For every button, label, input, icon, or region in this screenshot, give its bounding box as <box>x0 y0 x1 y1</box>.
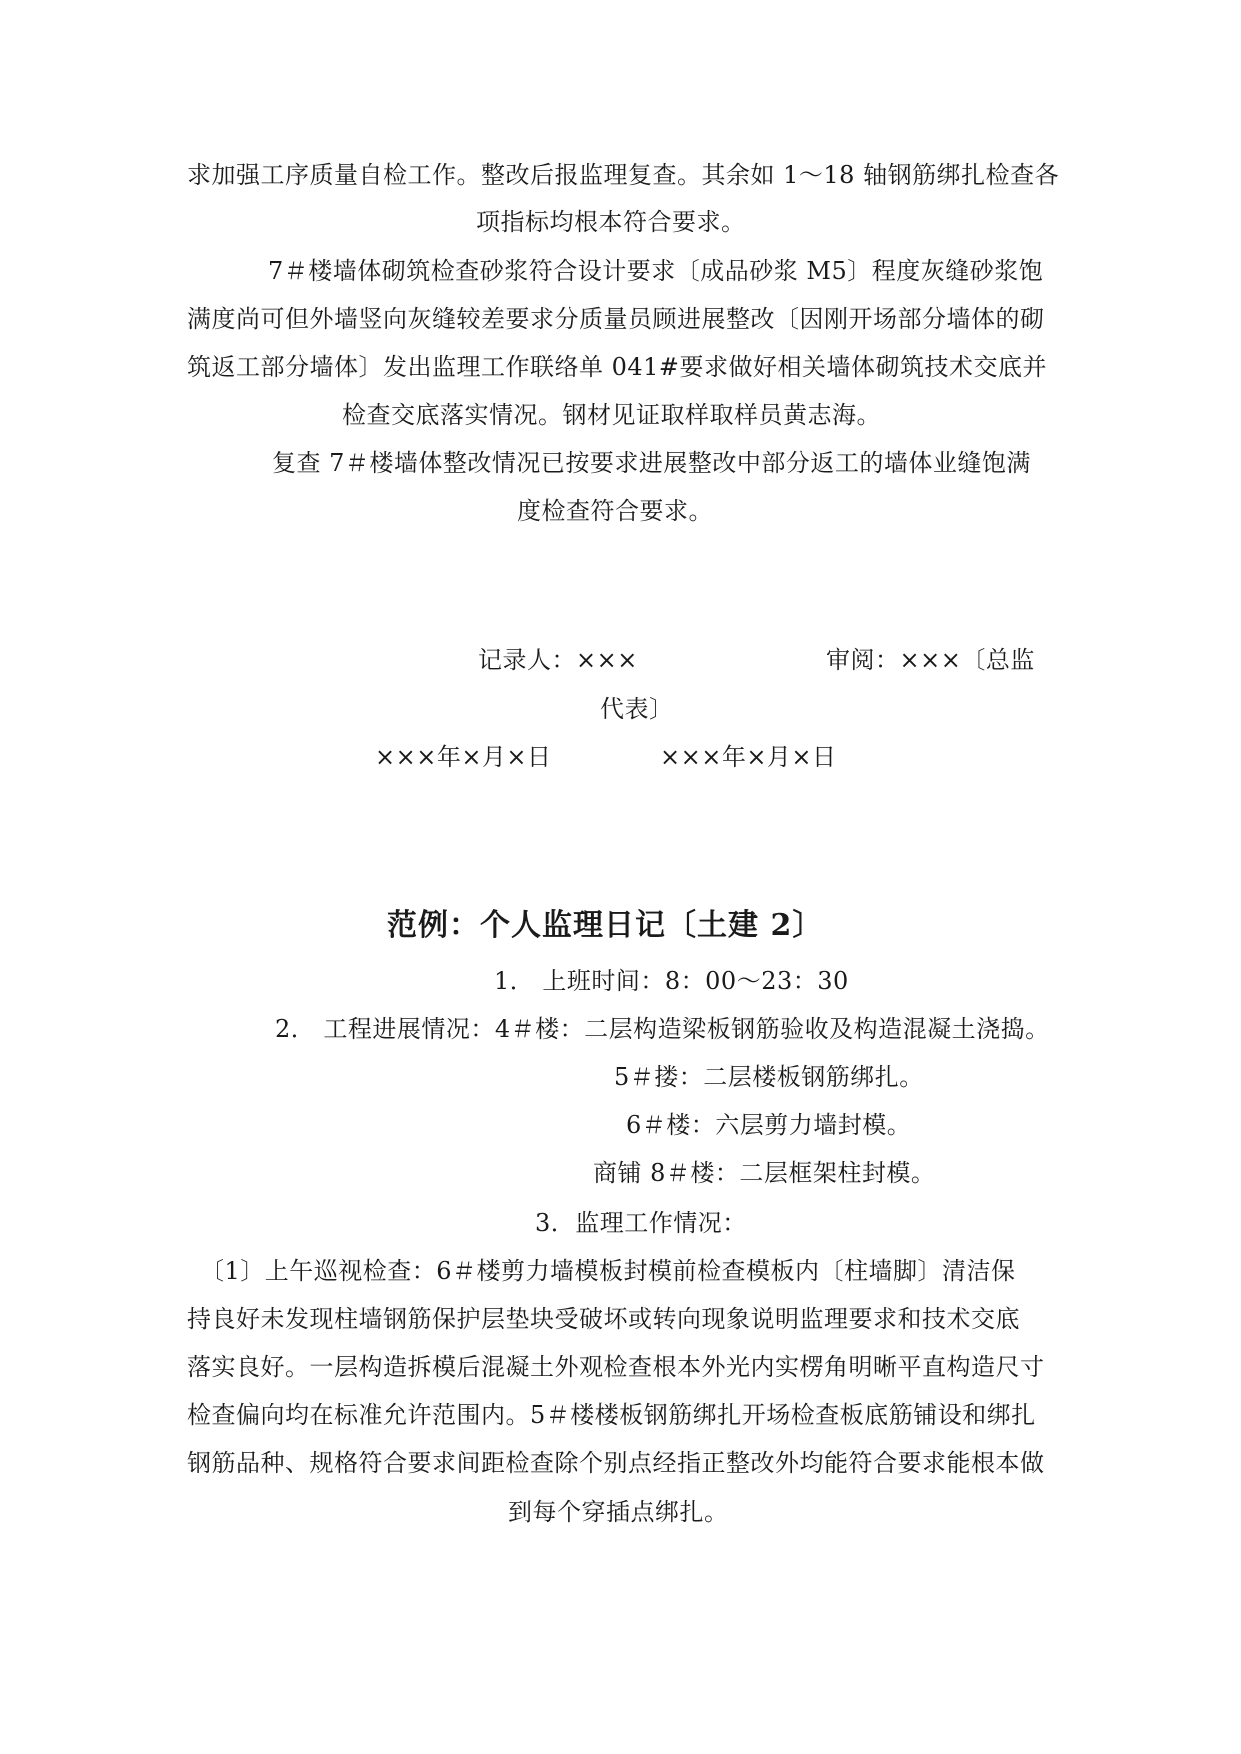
para-line-6: 到每个穿插点绑扎。 <box>508 1498 729 1526</box>
body-line-4: 满度尚可但外墙竖向灰缝较差要求分质量员顾进展整改〔因刚开场部分墙体的砌 <box>187 305 1045 333</box>
para-line-2: 持良好未发现柱墙钢筋保护层垫块受破坏或转向现象说明监理要求和技术交底 <box>187 1305 1020 1333</box>
para-line-3: 落实良好。一层构造拆模后混凝土外观检查根本外光内实楞角明晰平直构造尺寸 <box>187 1353 1045 1381</box>
para-line-4: 检查偏向均在标准允许范围内。5＃楼楼板钢筋绑扎开场检查板底筋铺设和绑扎 <box>187 1401 1036 1429</box>
item-progress-shop8: 商铺 8＃楼：二层框架柱封模。 <box>593 1159 936 1187</box>
item-progress-building5: 5＃搂：二层楼板钢筋绑扎。 <box>614 1063 924 1091</box>
para-line-5: 钢筋品种、规格符合要求间距检查除个别点经指正整改外均能符合要求能根本做 <box>187 1449 1045 1477</box>
body-line-8: 度检查符合要求。 <box>517 497 713 525</box>
item-supervision: 3．监理工作情况： <box>535 1209 747 1237</box>
item-progress: 2． 工程进展情况：4＃楼：二层构造梁板钢筋验收及构造混凝土浇捣。 <box>275 1015 1050 1043</box>
item-work-time: 1． 上班时间：8：00～23：30 <box>494 967 849 995</box>
body-line-2: 项指标均根本符合要求。 <box>476 208 746 236</box>
body-line-5: 筑返工部分墙体〕发出监理工作联络单 041#要求做好相关墙体砌筑技术交底并 <box>187 353 1048 381</box>
recorder-label: 记录人：××× <box>478 646 638 674</box>
recorder-date: ×××年×月×日 <box>375 743 552 771</box>
body-line-3: 7＃楼墙体砌筑检查砂浆符合设计要求〔成品砂浆 M5〕程度灰缝砂浆饱 <box>268 257 1044 285</box>
reviewer-label-cont: 代表〕 <box>600 695 674 723</box>
section-title: 范例：个人监理日记〔土建 2〕 <box>387 908 824 943</box>
item-progress-building6: 6＃楼：六层剪力墙封模。 <box>626 1111 912 1139</box>
reviewer-date: ×××年×月×日 <box>660 743 837 771</box>
body-line-7: 复查 7＃楼墙体整改情况已按要求进展整改中部分返工的墙体业缝饱满 <box>272 449 1031 477</box>
para-line-1: 〔1〕上午巡视检查：6＃楼剪力墙模板封模前检查模板内〔柱墙脚〕清洁保 <box>200 1257 1016 1285</box>
body-line-6: 检查交底落实情况。钢材见证取样取样员黄志海。 <box>342 401 881 429</box>
reviewer-label: 审阅：×××〔总监 <box>826 646 1035 674</box>
body-line-1: 求加强工序质量自检工作。整改后报监理复查。其余如 1～18 轴钢筋绑扎检查各 <box>187 161 1060 189</box>
